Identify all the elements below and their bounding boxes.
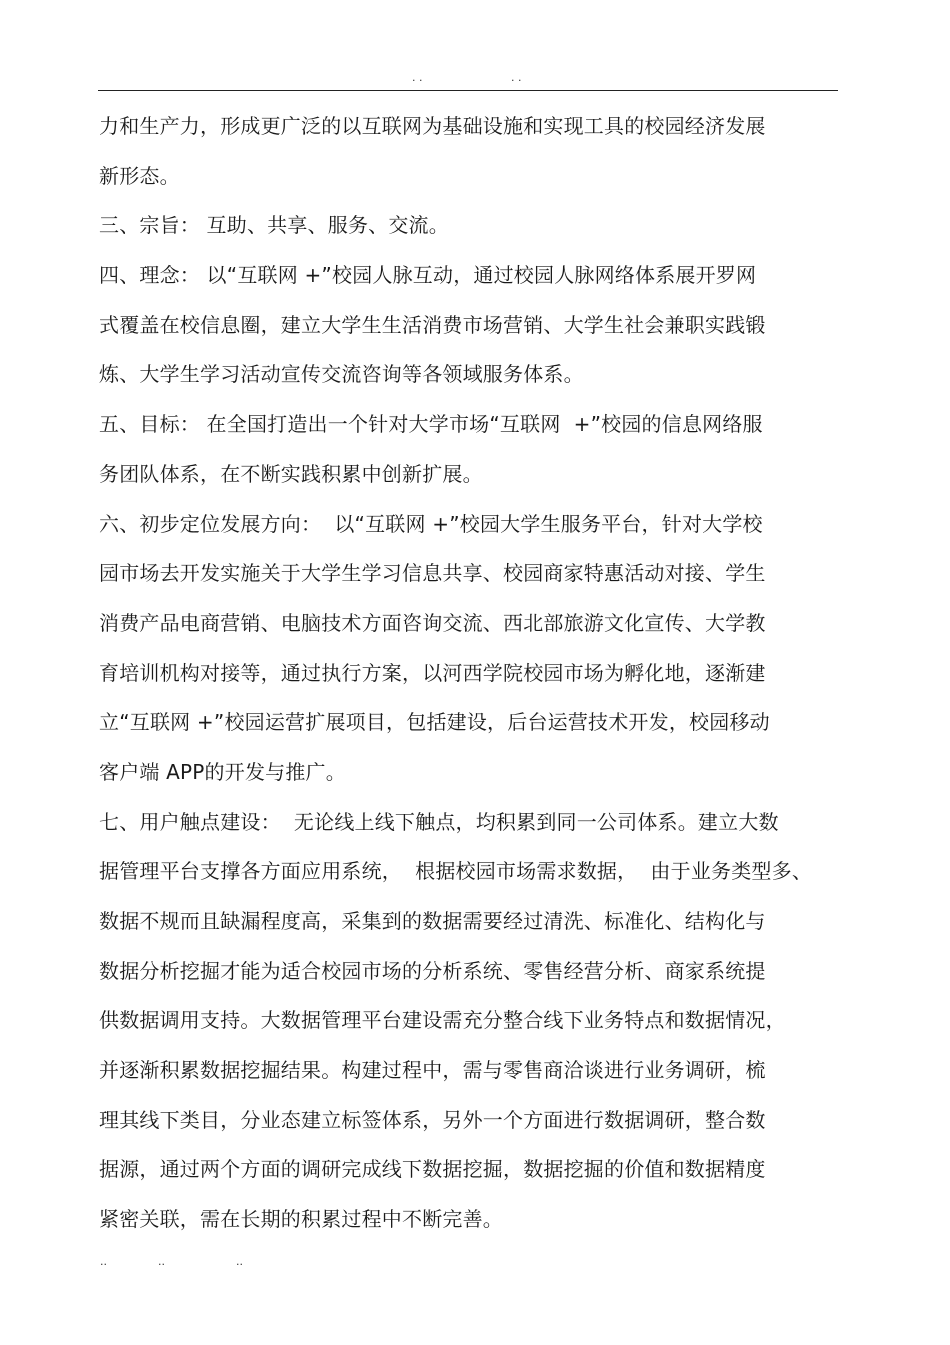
text-line: 四、理念： 以“互联网 +”校园人脉互动，通过校园人脉网络体系展开罗网	[99, 263, 757, 288]
text-line: 据源，通过两个方面的调研完成线下数据挖掘，数据挖掘的价值和数据精度	[99, 1157, 766, 1182]
text-line: 客户端 APP的开发与推广。	[99, 759, 346, 784]
text-line: 力和生产力，形成更广泛的以互联网为基础设施和实现工具的校园经济发展	[99, 114, 766, 138]
footer-mark: ..	[158, 1255, 165, 1268]
text-line: 消费产品电商营销、电脑技术方面咨询交流、西北部旅游文化宣传、大学教	[99, 610, 766, 635]
text-line: 并逐渐积累数据挖掘结果。构建过程中，需与零售商洽谈进行业务调研，梳	[99, 1058, 766, 1083]
text-line: 供数据调用支持。大数据管理平台建设需充分整合线下业务特点和数据情况，	[99, 1008, 786, 1033]
text-line: 数据分析挖掘才能为适合校园市场的分析系统、零售经营分析、商家系统提	[99, 958, 766, 983]
text-line: 六、初步定位发展方向： 以“互联网 +”校园大学生服务平台，针对大学校	[99, 511, 763, 536]
header-mark: . .	[412, 71, 423, 84]
page-header-marks	[0, 72, 950, 84]
text-line: 育培训机构对接等，通过执行方案，以河西学院校园市场为孵化地，逐渐建	[99, 660, 766, 685]
text-line: 务团队体系，在不断实践积累中创新扩展。	[99, 461, 483, 486]
text-line: 三、宗旨： 互助、共享、服务、交流。	[99, 213, 449, 238]
text-line: 式覆盖在校信息圈，建立大学生生活消费市场营销、大学生社会兼职实践锻	[99, 312, 766, 337]
text-line: 理其线下类目，分业态建立标签体系，另外一个方面进行数据调研，整合数	[99, 1107, 766, 1132]
text-line: 数据不规而且缺漏程度高，采集到的数据需要经过清洗、标准化、结构化与	[99, 909, 766, 933]
text-line: 园市场去开发实施关于大学生学习信息共享、校园商家特惠活动对接、学生	[99, 561, 766, 586]
document-body	[99, 106, 839, 1249]
header-mark: . .	[511, 71, 522, 84]
text-line: 紧密关联，需在长期的积累过程中不断完善。	[99, 1207, 503, 1232]
text-line: 新形态。	[99, 163, 180, 188]
text-line: 五、目标： 在全国打造出一个针对大学市场“互联网 +”校园的信息网络服	[99, 412, 763, 437]
page-footer-marks	[0, 1256, 950, 1268]
text-line: 立“互联网 +”校园运营扩展项目，包括建设，后台运营技术开发，校园移动	[99, 710, 770, 735]
footer-mark: ..	[236, 1255, 243, 1268]
header-rule	[98, 90, 838, 91]
footer-mark: ..	[100, 1255, 107, 1268]
text-line: 炼、大学生学习活动宣传交流咨询等各领域服务体系。	[99, 362, 584, 387]
text-line: 据管理平台支撑各方面应用系统， 根据校园市场需求数据， 由于业务类型多、	[99, 859, 813, 884]
text-line: 七、用户触点建设： 无论线上线下触点，均积累到同一公司体系。建立大数	[99, 809, 779, 834]
